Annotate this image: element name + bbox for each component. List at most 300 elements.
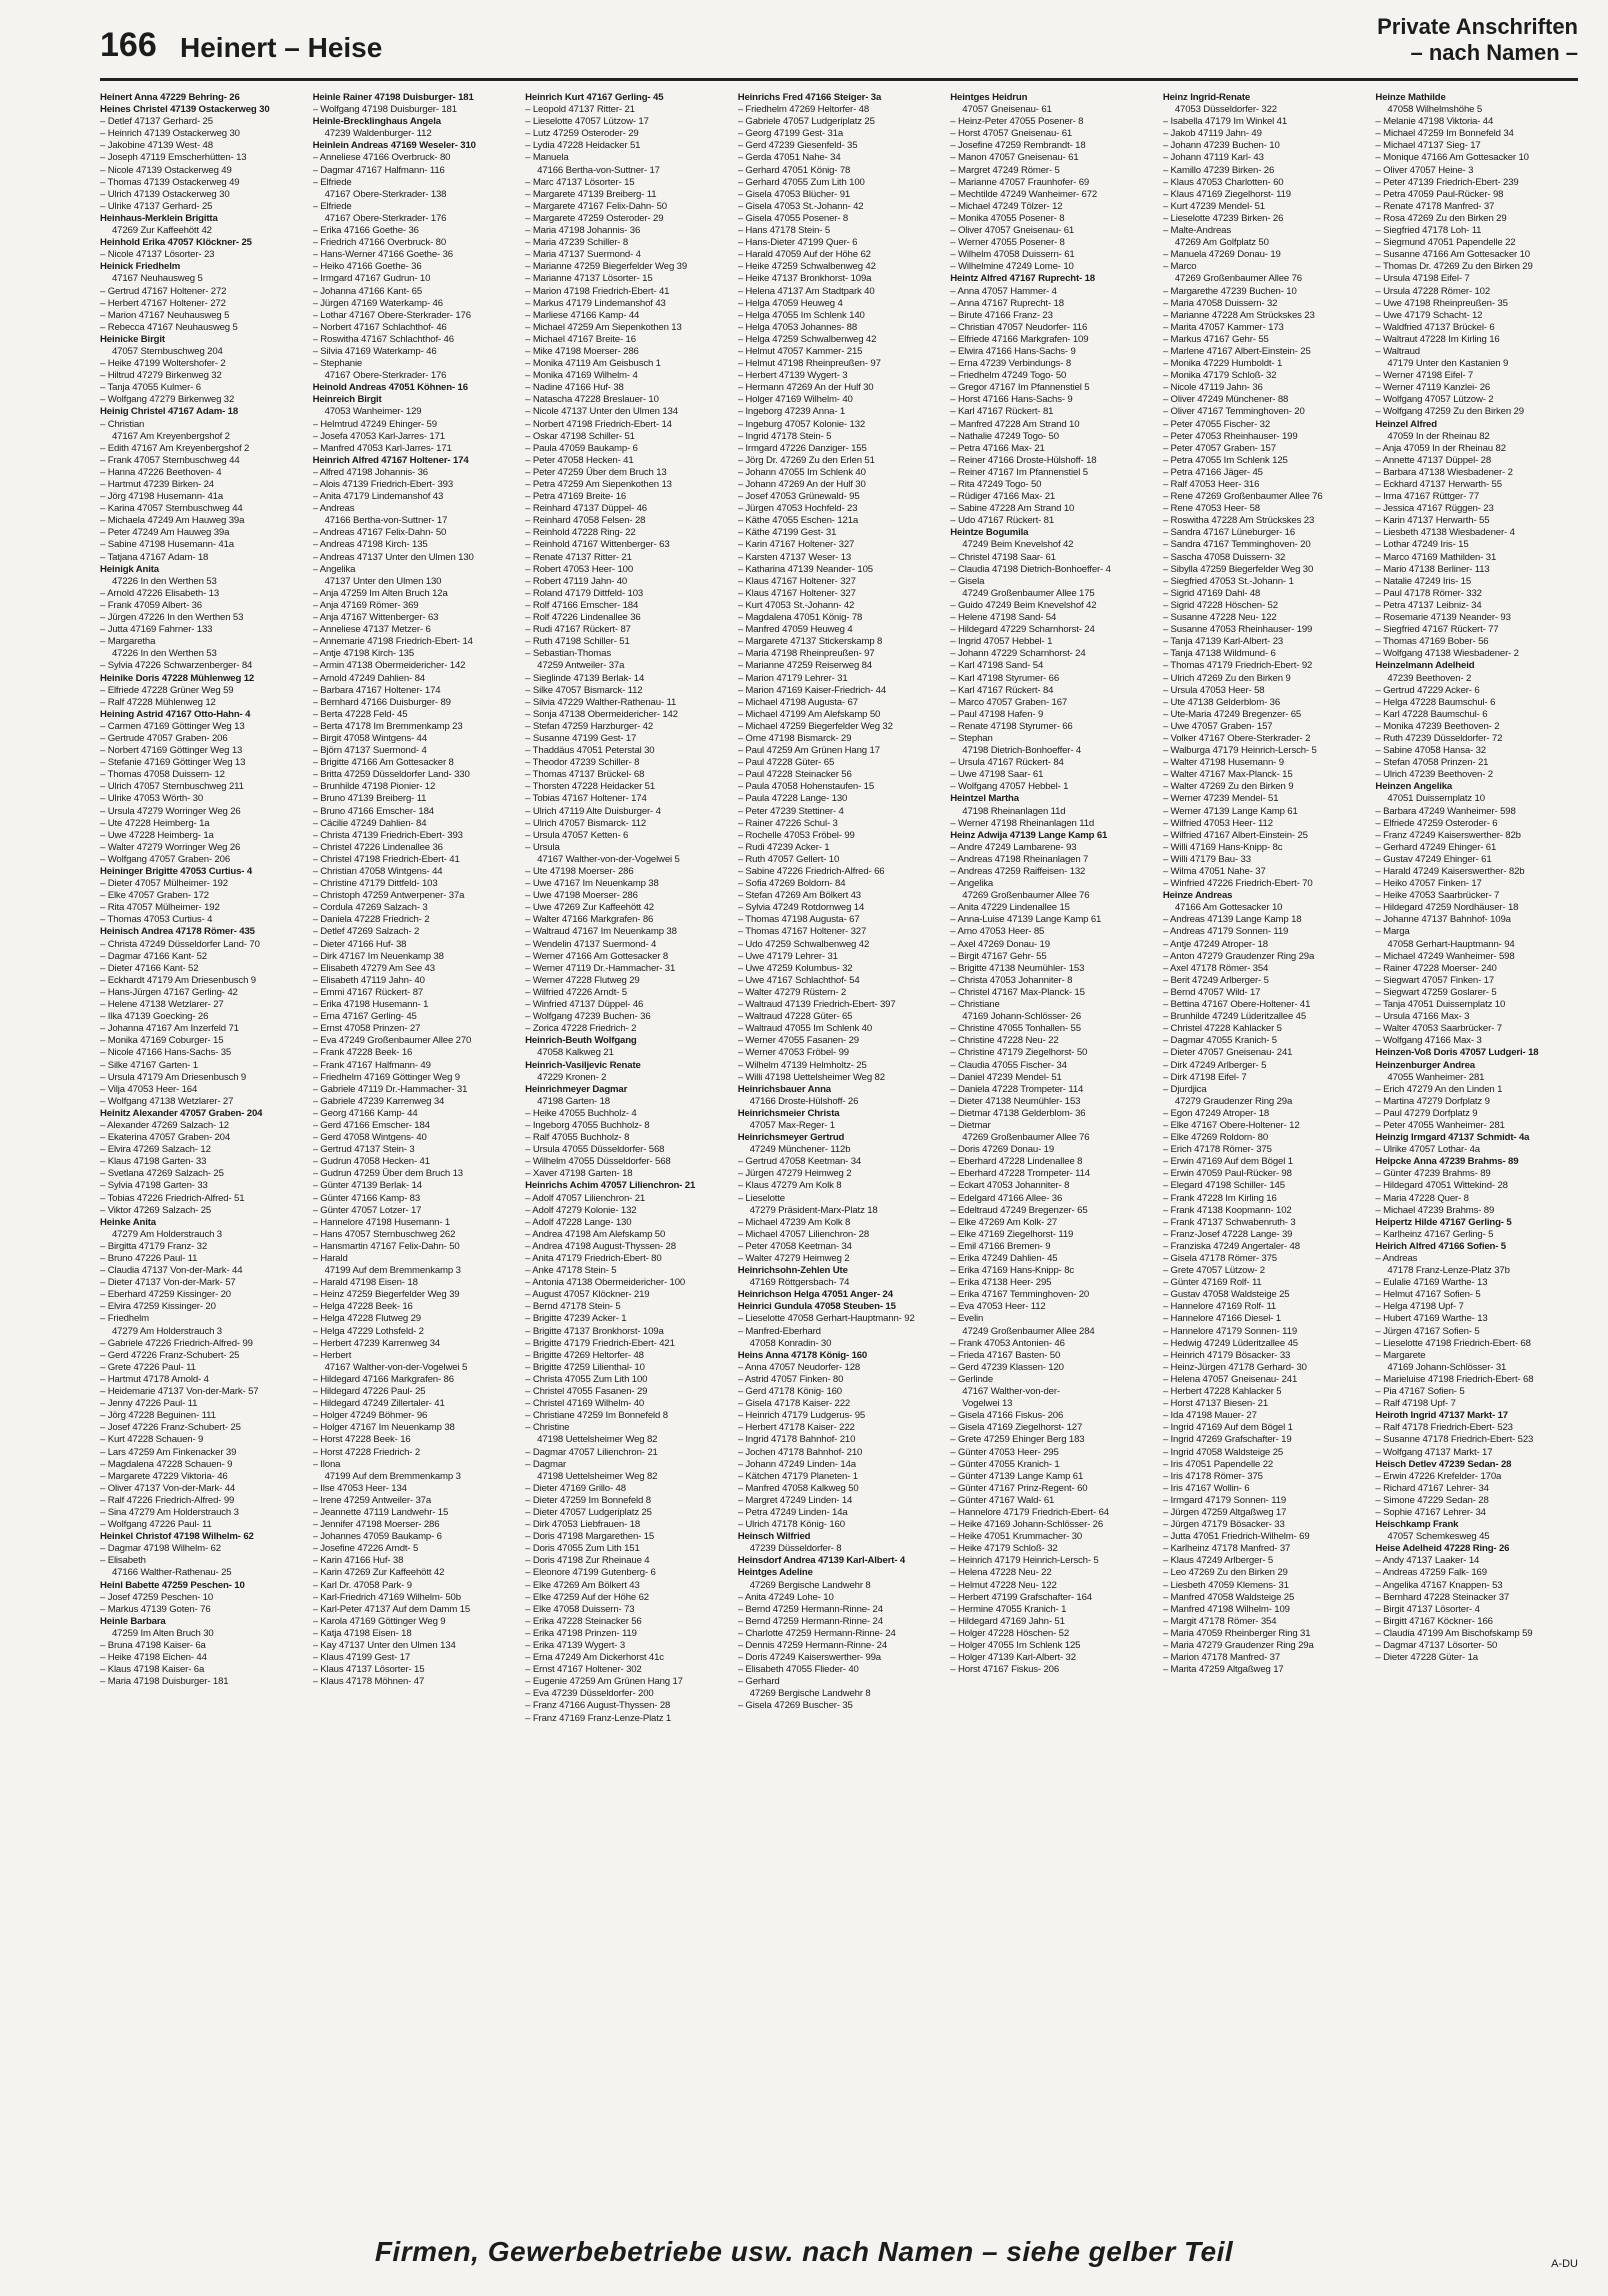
section-title-line1: Private Anschriften: [1377, 14, 1578, 39]
directory-entry: – Hildegard 47259 Nordhäuser- 18: [1375, 902, 1519, 914]
directory-entry: – Katja 47198 Eisen- 18: [312, 1627, 412, 1639]
directory-entry: – Ute 47228 Heimberg- 1a: [100, 817, 210, 829]
directory-entry: – Anneliese 47137 Metzer- 6: [312, 624, 431, 636]
directory-entry: – Petra 47137 Leibniz- 34: [1375, 599, 1482, 611]
directory-entry: – Anita 47229 Lindenallee 15: [950, 902, 1070, 914]
directory-entry: – Ingrid 47178 Stein- 5: [737, 430, 832, 442]
directory-entry: – Maria 47198 Duisburger- 181: [100, 1676, 229, 1688]
directory-entry: – Tanja 47055 Kulmer- 6: [100, 382, 201, 394]
directory-entry: – Marion 47179 Lehrer- 31: [737, 672, 848, 684]
directory-entry: 47167 Obere-Sterkrader- 138: [324, 188, 447, 200]
directory-entry: – Frank 47228 Im Kirling 16: [1162, 1192, 1277, 1204]
directory-entry: – Brigitte 47259 Lilienthal- 10: [525, 1361, 645, 1373]
surname-entry: Heinreich Birgit: [312, 394, 382, 406]
directory-entry: – Wilhelm 47139 Helmholtz- 25: [737, 1059, 867, 1071]
directory-entry: – Heike 47198 Eichen- 44: [100, 1652, 207, 1664]
directory-entry: – Annette 47137 Düppel- 28: [1375, 454, 1492, 466]
directory-entry: – Thomas 47179 Friedrich-Ebert- 92: [1162, 660, 1313, 672]
directory-entry: 47198 Rheinanlagen 11d: [962, 805, 1066, 817]
directory-entry: – Adolf 47279 Kolonie- 132: [525, 1204, 637, 1216]
directory-entry: – Martina 47279 Dorfplatz 9: [1375, 1095, 1490, 1107]
directory-entry: 47166 Walther-Rathenau- 25: [112, 1567, 232, 1579]
directory-entry: – Elfriede: [312, 200, 352, 212]
directory-entry: – Christa 47053 Johanniter- 8: [950, 974, 1073, 986]
directory-entry: – Sylvia 47226 Schwarzenberger- 84: [100, 660, 253, 672]
directory-entry: – Berta 47228 Feld- 45: [312, 708, 408, 720]
directory-entry: – Susanne 47228 Neu- 122: [1162, 612, 1277, 624]
directory-entry: – Wilfried 47053 Heer- 112: [1162, 817, 1273, 829]
directory-entry: – Margret 47249 Linden- 14: [737, 1494, 853, 1506]
directory-entry: 47167 Neuhausweg 5: [112, 273, 203, 285]
directory-entry: – Eckhard 47137 Herwarth- 55: [1375, 479, 1502, 490]
directory-entry: – Vilja 47053 Heer- 164: [100, 1083, 198, 1095]
directory-entry: – Ursula 47053 Heer- 58: [1162, 684, 1265, 696]
directory-entry: – Herbert 47199 Grafschafter- 164: [950, 1591, 1092, 1603]
directory-entry: – Ralf 47053 Heer- 316: [1162, 479, 1260, 490]
section-title-line2: – nach Namen –: [1410, 40, 1578, 65]
directory-entry: – Armin 47138 Obermeidericher- 142: [312, 660, 466, 672]
directory-entry: – Marco: [1162, 261, 1197, 273]
directory-entry: – Andreas 47179 Sonnen- 119: [1162, 926, 1289, 938]
directory-entry: – Heike 47259 Schwalbenweg 42: [737, 261, 876, 273]
directory-entry: – Nicole 47139 Ostackerweg 49: [100, 164, 232, 176]
directory-entry: 47169 Johann-Schlösser- 31: [1387, 1361, 1507, 1373]
directory-entry: – Elisabeth 47055 Flieder- 40: [737, 1664, 859, 1676]
directory-entry: – Marco 47057 Graben- 167: [950, 696, 1068, 708]
directory-entry: – Waltraud 47055 Im Schlenk 40: [737, 1023, 873, 1035]
surname-entry: Heinzen-Voß Doris 47057 Ludgeri- 18: [1375, 1047, 1539, 1059]
directory-entry: – Marita 47259 Altgaßweg 17: [1162, 1664, 1284, 1676]
directory-entry: – Herbert 47228 Kahlacker 5: [1162, 1386, 1282, 1398]
directory-entry: 47279 Am Holderstrauch 3: [112, 1228, 222, 1240]
directory-entry: – Robert 47119 Jahn- 40: [525, 575, 628, 587]
directory-entry: – Annemarie 47198 Friedrich-Ebert- 14: [312, 636, 473, 648]
directory-entry: – Christine 47179 Ziegelhorst- 50: [950, 1047, 1088, 1059]
directory-entry: – Heinz 47259 Biegerfelder Weg 39: [312, 1289, 460, 1301]
directory-entry: – Horst 47057 Gneisenau- 61: [950, 128, 1073, 140]
directory-entry: – Claudia 47199 Am Bischofskamp 59: [1375, 1627, 1533, 1639]
directory-entry: – Antonia 47138 Obermeidericher- 100: [525, 1277, 686, 1289]
directory-entry: – Brigitte 47138 Neumühler- 153: [950, 962, 1085, 974]
directory-entry: 47249 Beim Knevelshof 42: [962, 539, 1074, 551]
directory-entry: – Heinz-Jürgen 47178 Gerhard- 30: [1162, 1361, 1307, 1373]
directory-entry: 47179 Unter den Kastanien 9: [1387, 358, 1509, 370]
directory-entry: – Erika 47139 Wygert- 3: [525, 1640, 626, 1651]
directory-entry: – Mike 47198 Moerser- 286: [525, 345, 639, 357]
directory-entry: – Wolfgang 47166 Max- 3: [1375, 1035, 1482, 1047]
directory-entry: – Sylvia 47198 Garten- 33: [100, 1180, 208, 1192]
directory-entry: – Gerhard 47055 Zum Lith 100: [737, 176, 865, 188]
directory-entry: – Grete 47226 Paul- 11: [100, 1361, 196, 1373]
directory-entry: – Hansmartin 47167 Felix-Dahn- 50: [312, 1240, 460, 1252]
directory-entry: – Herbert 47178 Kaiser- 222: [737, 1422, 855, 1434]
directory-column: [1163, 92, 1366, 2222]
directory-entry: – Thomas Dr. 47269 Zu den Birken 29: [1375, 261, 1533, 273]
directory-entry: – Erika 47167 Temminghoven- 20: [950, 1289, 1090, 1301]
directory-entry: – Hubert 47169 Warthe- 13: [1375, 1313, 1488, 1325]
directory-entry: – Walter 47167 Max-Planck- 15: [1162, 769, 1293, 781]
directory-entry: – Roswitha 47167 Schlachthof- 46: [312, 333, 454, 345]
directory-entry: – Maria 47059 Rheinberger Ring 31: [1162, 1627, 1311, 1639]
directory-entry: – Kurt 47228 Schauen- 9: [100, 1434, 204, 1446]
directory-entry: – Maria 47198 Johannis- 36: [525, 225, 641, 237]
directory-entry: – Tatjana 47167 Adam- 18: [100, 551, 209, 563]
directory-entry: – Peter 47055 Fischer- 32: [1162, 418, 1271, 430]
directory-entry: – Johannes 47059 Baukamp- 6: [312, 1531, 442, 1543]
directory-entry: – Gudrun 47058 Hecken- 41: [312, 1156, 430, 1168]
directory-entry: – Werner 47053 Fröbel- 99: [737, 1047, 849, 1059]
directory-entry: – Anita 47179 Lindemanshof 43: [312, 491, 444, 503]
directory-entry: – Helene 47138 Wetzlarer- 27: [100, 999, 224, 1011]
directory-entry: – Rene 47053 Heer- 58: [1162, 503, 1260, 515]
directory-entry: – Heike 47179 Schloß- 32: [950, 1543, 1058, 1555]
directory-entry: Vogelwei 13: [962, 1398, 1013, 1410]
directory-entry: – Hedwig 47249 Lüderitzallee 45: [1162, 1337, 1298, 1349]
directory-entry: – Jürgen 47226 In den Werthen 53: [100, 612, 244, 624]
directory-entry: – Uwe 47228 Heimberg- 1a: [100, 829, 214, 841]
directory-entry: – Daniela 47228 Friedrich- 2: [312, 914, 430, 926]
directory-entry: – Angelika: [312, 563, 356, 575]
directory-entry: – Gertrud 47058 Keetman- 34: [737, 1156, 862, 1168]
directory-entry: – Anja 47259 Im Alten Bruch 12a: [312, 587, 448, 599]
directory-entry: – Uwe 47198 Saar- 61: [950, 769, 1044, 781]
directory-entry: – Rene 47269 Großenbaumer Allee 76: [1162, 491, 1323, 503]
directory-entry: – Anja 47169 Römer- 369: [312, 599, 419, 611]
directory-entry: – Silvia 47229 Walther-Rathenau- 11: [525, 696, 677, 708]
directory-entry: 47169 Röttgersbach- 74: [749, 1277, 850, 1289]
directory-entry: – Manuela: [525, 152, 569, 164]
directory-entry: 47058 Gerhart-Hauptmann- 94: [1387, 938, 1515, 950]
directory-entry: – Brigitte 47166 Am Gottesacker 8: [312, 757, 454, 769]
directory-entry: – Brigitte 47137 Bronkhorst- 109a: [525, 1325, 664, 1337]
directory-entry: – Marlene 47167 Albert-Einstein- 25: [1162, 345, 1311, 357]
directory-entry: – Svetlana 47269 Salzach- 25: [100, 1168, 224, 1180]
directory-entry: – Wilfried 47167 Albert-Einstein- 25: [1162, 829, 1308, 841]
directory-entry: – Peter 47058 Keetman- 34: [737, 1240, 852, 1252]
directory-entry: – Christa 47055 Zum Lith 100: [525, 1373, 648, 1385]
directory-entry: – Susanne 47178 Friedrich-Ebert- 523: [1375, 1434, 1534, 1446]
directory-entry: – Paul 47228 Güter- 65: [737, 757, 835, 769]
directory-entry: – Irene 47259 Antweiler- 37a: [312, 1494, 432, 1506]
directory-entry: – Michael 47259 Biegerfelder Weg 32: [737, 720, 893, 732]
directory-entry: – Karl-Friedrich 47169 Wilhelm- 50b: [312, 1591, 461, 1603]
directory-entry: – Ulrich 47178 König- 160: [737, 1519, 845, 1531]
directory-entry: – Margarete 47229 Viktoria- 46: [100, 1470, 228, 1482]
directory-entry: – Andreas: [1375, 1253, 1418, 1264]
directory-entry: – Manfred 47053 Karl-Jarres- 171: [312, 442, 452, 454]
directory-entry: – Margarete 47137 Stickerskamp 8: [737, 636, 883, 648]
directory-entry: – Rudi 47239 Acker- 1: [737, 841, 830, 853]
directory-entry: – Michael 47249 Tölzer- 12: [950, 200, 1063, 212]
directory-entry: 47269 Zur Kaffeehött 42: [112, 225, 212, 237]
directory-entry: – Ingeborg 47055 Buchholz- 8: [525, 1119, 650, 1131]
directory-entry: – Thomas 47058 Duissern- 12: [100, 769, 225, 781]
surname-entry: Heinle Barbara: [100, 1615, 166, 1627]
directory-entry: – Sonja 47138 Obermeidericher- 142: [525, 708, 678, 720]
directory-entry: – Elke 47057 Graben- 172: [100, 890, 209, 902]
directory-entry: – Marianne 47259 Biegerfelder Weg 39: [525, 261, 688, 273]
surname-entry: Heintges Adeline: [737, 1567, 813, 1579]
directory-entry: – Werner 47139 Lange Kamp 61: [1162, 805, 1298, 817]
directory-entry: – Elisabeth: [100, 1555, 146, 1567]
directory-entry: – Bernd 47178 Stein- 5: [525, 1301, 621, 1313]
directory-entry: – Andreas 47198 Rheinanlagen 7: [950, 853, 1089, 865]
directory-entry: – Iris 47178 Römer- 375: [1162, 1470, 1263, 1482]
surname-entry: Heinzig Irmgard 47137 Schmidt- 4a: [1375, 1132, 1530, 1144]
surname-entry: Heintzel Martha: [950, 793, 1019, 805]
directory-entry: – Birgit 47137 Lösorter- 4: [1375, 1603, 1480, 1615]
directory-entry: – Elke 47169 Ziegelhorst- 119: [950, 1228, 1074, 1240]
directory-entry: – Ralf 47178 Friedrich-Ebert- 523: [1375, 1422, 1513, 1434]
directory-entry: 47058 Kalkweg 21: [537, 1047, 614, 1059]
directory-entry: – Bernhard 47166 Duisburger- 89: [312, 696, 451, 708]
directory-entry: – Renate 47198 Styrumer- 66: [950, 720, 1073, 732]
directory-entry: – Willi 47179 Bau- 33: [1162, 853, 1251, 865]
directory-entry: – Michael 47259 Am Siepenkothen 13: [525, 321, 682, 333]
directory-entry: – Alexander 47269 Salzach- 12: [100, 1119, 229, 1131]
directory-entry: – Herbert 47167 Holtener- 272: [100, 297, 226, 309]
directory-entry: 47058 Konradin- 30: [749, 1337, 832, 1349]
directory-entry: – Gerd 47239 Klassen- 120: [950, 1361, 1064, 1373]
surname-entry: Heintz Alfred 47167 Ruprecht- 18: [950, 273, 1095, 285]
directory-entry: 47249 Großenbaumer Allee 175: [962, 587, 1095, 599]
directory-entry: – Birgit 47167 Gehr- 55: [950, 950, 1047, 962]
directory-entry: – Isabella 47179 Im Winkel 41: [1162, 116, 1288, 128]
directory-entry: – Helga 47198 Upf- 7: [1375, 1301, 1464, 1313]
directory-entry: – Sylvia 47249 Rotdornweg 14: [737, 902, 865, 914]
directory-entry: – Birgitta 47179 Franz- 32: [100, 1240, 208, 1252]
directory-entry: – Erich 47279 An den Linden 1: [1375, 1083, 1503, 1095]
directory-entry: – Bruna 47198 Kaiser- 6a: [100, 1640, 206, 1651]
directory-entry: – Holger 47169 Wilhelm- 40: [737, 394, 853, 406]
page-number: 166: [100, 26, 157, 64]
directory-entry: – Norbert 47198 Friedrich-Ebert- 14: [525, 418, 672, 430]
directory-entry: – Andreas: [312, 503, 355, 515]
directory-entry: – Elke 47269 Am Kolk- 27: [950, 1216, 1058, 1228]
directory-entry: – Monika 47239 Beethoven- 2: [1375, 720, 1500, 732]
directory-entry: – Stefan 47058 Prinzen- 21: [1375, 757, 1489, 769]
directory-entry: 47239 Waldenburger- 112: [324, 128, 432, 140]
directory-entry: – Friedhelm: [100, 1313, 150, 1325]
directory-entry: – Marion 47167 Neuhausweg 5: [100, 309, 230, 321]
directory-entry: – Helena 47057 Gneisenau- 241: [1162, 1373, 1298, 1385]
directory-entry: – Helmut 47198 Rheinpreußen- 97: [737, 358, 881, 370]
directory-entry: – Walter 47279 Rüstern- 2: [737, 986, 847, 998]
directory-entry: – Ruth 47239 Düsseldorfer- 72: [1375, 732, 1503, 744]
surname-entry: Heinrichsmeier Christa: [737, 1107, 840, 1119]
directory-entry: – Günter 47139 Lange Kamp 61: [950, 1470, 1084, 1482]
directory-entry: 47178 Franz-Lenze-Platz 37b: [1387, 1265, 1510, 1277]
directory-entry: – Uwe 47167 Schlachthof- 54: [737, 974, 860, 986]
directory-entry: – Gabriele 47119 Dr.-Hammacher- 31: [312, 1083, 468, 1095]
directory-entry: – Dietmar 47138 Gelderblom- 36: [950, 1107, 1086, 1119]
directory-entry: – Christel 47169 Wilhelm- 40: [525, 1398, 645, 1410]
directory-entry: – Natascha 47228 Breslauer- 10: [525, 394, 659, 406]
directory-entry: – Susanne 47199 Gest- 17: [525, 732, 637, 744]
directory-entry: – Peter 47057 Graben- 157: [1162, 442, 1276, 454]
directory-entry: – Winfried 47137 Düppel- 46: [525, 999, 644, 1011]
directory-entry: – Reinhard 47137 Düppel- 46: [525, 503, 647, 515]
directory-entry: – Käthe 47055 Eschen- 121a: [737, 515, 859, 527]
directory-entry: – Ute 47198 Moerser- 286: [525, 866, 634, 877]
directory-entry: – Hartmut 47178 Arnold- 4: [100, 1373, 209, 1385]
directory-entry: – Monique 47166 Am Gottesacker 10: [1375, 152, 1529, 164]
surname-entry: Heinzelmann Adelheid: [1375, 660, 1475, 672]
directory-entry: – Karlheinz 47167 Gerling- 5: [1375, 1228, 1494, 1240]
directory-entry: – Tanja 47138 Wildmund- 6: [1162, 648, 1276, 660]
surname-entry: Heinle-Brecklinghaus Angela: [312, 116, 441, 128]
directory-entry: – Bernd 47259 Hermann-Rinne- 24: [737, 1615, 883, 1627]
directory-entry: – Marianne 47057 Fraunhofer- 69: [950, 176, 1090, 188]
directory-entry: – Andreas 47259 Raiffeisen- 132: [950, 866, 1086, 877]
directory-entry: – Siegfried 47167 Rückert- 77: [1375, 624, 1499, 636]
directory-entry: – Lars 47259 Am Finkenacker 39: [100, 1446, 237, 1458]
directory-entry: – Johann 47269 An der Hulf 30: [737, 479, 866, 490]
directory-entry: – Robert 47053 Heer- 100: [525, 563, 634, 575]
directory-entry: – Helmut 47167 Sofien- 5: [1375, 1289, 1481, 1301]
directory-entry: 47269 Am Golfplatz 50: [1174, 237, 1269, 249]
surname-entry: Heins Anna 47178 König- 160: [737, 1349, 868, 1361]
directory-entry: – Walter 47269 Zu den Birken 9: [1162, 781, 1294, 793]
directory-entry: – Sigrid 47169 Dahl- 48: [1162, 587, 1261, 599]
directory-entry: – Karl 47167 Rückert- 84: [950, 684, 1054, 696]
directory-entry: – Wilfried 47226 Arndt- 5: [525, 986, 627, 998]
directory-entry: – Petra 47166 Jäger- 45: [1162, 466, 1263, 478]
directory-entry: – Jürgen 47179 Bösacker- 33: [1162, 1519, 1285, 1531]
directory-entry: – Rudi 47167 Rückert- 87: [525, 624, 631, 636]
directory-entry: – Lieselotte 47058 Gerhart-Hauptmann- 92: [737, 1313, 915, 1325]
directory-entry: – Klaus 47167 Holtener- 327: [737, 587, 856, 599]
directory-entry: – Ingrid 47178 Bahnhof- 210: [737, 1434, 856, 1446]
directory-entry: – Rochelle 47053 Fröbel- 99: [737, 829, 855, 841]
surname-entry: Heinisch Andrea 47178 Römer- 435: [100, 926, 255, 938]
directory-entry: – Anna 47167 Ruprecht- 18: [950, 297, 1064, 309]
directory-entry: 47057 Max-Reger- 1: [749, 1119, 835, 1131]
directory-entry: – Stefanie 47169 Göttinger Weg 13: [100, 757, 246, 769]
directory-entry: – Heiko 47166 Goethe- 36: [312, 261, 422, 273]
directory-entry: – Arno 47053 Heer- 85: [950, 926, 1045, 938]
directory-entry: – Josefine 47259 Rembrandt- 18: [950, 140, 1086, 152]
directory-entry: – Marco 47169 Mathilden- 31: [1375, 551, 1497, 563]
directory-entry: – Gisela 47053 Blücher- 91: [737, 188, 851, 200]
directory-entry: – Wolfgang 47198 Duisburger- 181: [312, 104, 457, 116]
directory-entry: – Mechtilde 47249 Wanheimer- 672: [950, 188, 1098, 200]
directory-entry: – Siegmund 47051 Papendelle 22: [1375, 237, 1516, 249]
directory-entry: – Richard 47167 Lehrer- 34: [1375, 1482, 1489, 1494]
directory-entry: – Malte-Andreas: [1162, 225, 1231, 237]
directory-entry: – Nicole 47166 Hans-Sachs- 35: [100, 1047, 232, 1059]
surname-entry: Heinkel Christof 47198 Wilhelm- 62: [100, 1531, 254, 1543]
directory-entry: – Eva 47249 Großenbaumer Allee 270: [312, 1035, 472, 1047]
directory-entry: – Frank 47138 Koopmann- 102: [1162, 1204, 1292, 1216]
directory-entry: – Eleonore 47199 Gutenberg- 6: [525, 1567, 656, 1579]
directory-entry: – Michael 47259 Im Bonnefeld 34: [1375, 128, 1514, 140]
directory-entry: – Brigitte 47269 Heltorfer- 48: [525, 1349, 644, 1361]
directory-entry: – Christel 47055 Fasanen- 29: [525, 1386, 648, 1398]
directory-entry: – Karola 47169 Göttinger Weg 9: [312, 1615, 446, 1627]
directory-entry: – Heinz-Peter 47055 Posener- 8: [950, 116, 1084, 128]
directory-entry: – Paul 47279 Dorfplatz 9: [1375, 1107, 1478, 1119]
directory-entry: – Michael 47249 Wanheimer- 598: [1375, 950, 1515, 962]
surname-entry: Heinrich-Beuth Wolfgang: [525, 1035, 637, 1047]
directory-entry: – Ingrid 47269 Grafschafter- 19: [1162, 1434, 1292, 1446]
directory-entry: – Gerhard: [737, 1676, 780, 1688]
directory-entry: 47166 Droste-Hülshoff- 26: [749, 1095, 859, 1107]
directory-entry: – Andreas 47259 Falk- 169: [1375, 1567, 1487, 1579]
directory-entry: – Thomas 47198 Augusta- 67: [737, 914, 860, 926]
directory-entry: – Carmen 47169 Göttinger Weg 13: [100, 720, 245, 732]
directory-entry: – Wendelin 47137 Suermond- 4: [525, 938, 657, 950]
directory-entry: – Nicole 47137 Lösorter- 23: [100, 249, 215, 261]
directory-entry: – Birgit 47058 Wintgens- 44: [312, 732, 427, 744]
directory-entry: – Erwin 47169 Auf dem Bögel 1: [1162, 1156, 1293, 1168]
directory-entry: – Kurt 47053 St.-Johann- 42: [737, 599, 855, 611]
directory-entry: – Doris 47269 Donau- 19: [950, 1144, 1055, 1156]
directory-entry: – Klaus 47198 Kaiser- 6a: [100, 1664, 205, 1676]
directory-entry: – Egon 47249 Atroper- 18: [1162, 1107, 1270, 1119]
directory-entry: – Gertrud 47167 Holtener- 272: [100, 285, 227, 297]
directory-entry: – Anja 47059 In der Rheinau 82: [1375, 442, 1506, 454]
directory-entry: – Hans-Jürgen 47167 Gerling- 42: [100, 986, 238, 998]
surname-entry: Heisch Detlev 47239 Sedan- 28: [1375, 1458, 1512, 1470]
directory-entry: – Magdalena 47051 König- 78: [737, 612, 863, 624]
directory-entry: – Axel 47178 Römer- 354: [1162, 962, 1269, 974]
directory-entry: – Marianne 47228 Am Strückskes 23: [1162, 309, 1315, 321]
directory-entry: 47057 Sternbuschweg 204: [112, 345, 223, 357]
directory-entry: 47199 Auf dem Bremmenkamp 3: [324, 1265, 461, 1277]
directory-entry: – Eugenie 47259 Am Grünen Hang 17: [525, 1676, 683, 1688]
surname-entry: Heinig Christel 47167 Adam- 18: [100, 406, 239, 418]
directory-entry: – Frank 47167 Halfmann- 49: [312, 1059, 431, 1071]
directory-entry: – Ilka 47139 Goecking- 26: [100, 1011, 209, 1023]
directory-entry: – Hildegard 47229 Scharnhorst- 24: [950, 624, 1095, 636]
directory-entry: – Anton 47279 Graudenzer Ring 29a: [1162, 950, 1315, 962]
directory-entry: – Horst 47228 Beek- 16: [312, 1434, 411, 1446]
surname-entry: Heinrichsohn-Zehlen Ute: [737, 1265, 848, 1277]
directory-entry: – Sandra 47167 Temminghoven- 20: [1162, 539, 1311, 551]
directory-entry: – Jessica 47167 Rüggen- 23: [1375, 503, 1494, 515]
directory-entry: – Peter 47259 Über dem Bruch 13: [525, 466, 667, 478]
directory-entry: – Michaela 47249 Am Hauweg 39a: [100, 515, 245, 527]
directory-entry: – Günter 47239 Brahms- 89: [1375, 1168, 1491, 1180]
directory-entry: – Walter 47279 Heimweg 2: [737, 1253, 850, 1264]
directory-entry: – Wilhelm 47055 Düsseldorfer- 568: [525, 1156, 671, 1168]
directory-entry: 47167 Obere-Sterkrader- 176: [324, 370, 447, 382]
directory-entry: – Tanja 47051 Duissernplatz 10: [1375, 999, 1506, 1011]
directory-entry: – Wolfgang 47137 Markt- 17: [1375, 1446, 1493, 1458]
directory-entry: – Waldfried 47137 Brückel- 6: [1375, 321, 1495, 333]
directory-entry: – Helmut 47228 Neu- 122: [950, 1579, 1057, 1591]
directory-entry: – Margarete: [1375, 1349, 1426, 1361]
directory-entry: – Ekaterina 47057 Graben- 204: [100, 1132, 231, 1144]
directory-entry: – Brunhilde 47249 Lüderitzallee 45: [1162, 1011, 1307, 1023]
directory-entry: – Hans 47057 Sternbuschweg 262: [312, 1228, 456, 1240]
directory-entry: – Maria 47137 Suermond- 4: [525, 249, 641, 261]
directory-entry: – Udo 47167 Rückert- 81: [950, 515, 1055, 527]
directory-entry: – Manon 47057 Gneisenau- 61: [950, 152, 1079, 164]
surname-entry: Heinrici Gundula 47058 Steuben- 15: [737, 1301, 896, 1313]
directory-entry: – Michael 47167 Breite- 16: [525, 333, 636, 345]
directory-entry: – Karl Dr. 47058 Park- 9: [312, 1579, 412, 1591]
directory-entry: – Berit 47249 Arlberger- 5: [1162, 974, 1269, 986]
directory-entry: – Gerhard 47249 Ehinger- 61: [1375, 841, 1497, 853]
directory-entry: – Siegwart 47259 Goslarer- 5: [1375, 986, 1497, 998]
directory-entry: – Elke 47259 Auf der Höhe 62: [525, 1591, 649, 1603]
directory-entry: – Alois 47139 Friedrich-Ebert- 393: [312, 479, 454, 490]
directory-entry: – Eberhard 47259 Kissinger- 20: [100, 1289, 231, 1301]
directory-entry: – Dieter 47166 Kant- 52: [100, 962, 199, 974]
directory-entry: – Johann 47239 Buchen- 10: [1162, 140, 1280, 152]
